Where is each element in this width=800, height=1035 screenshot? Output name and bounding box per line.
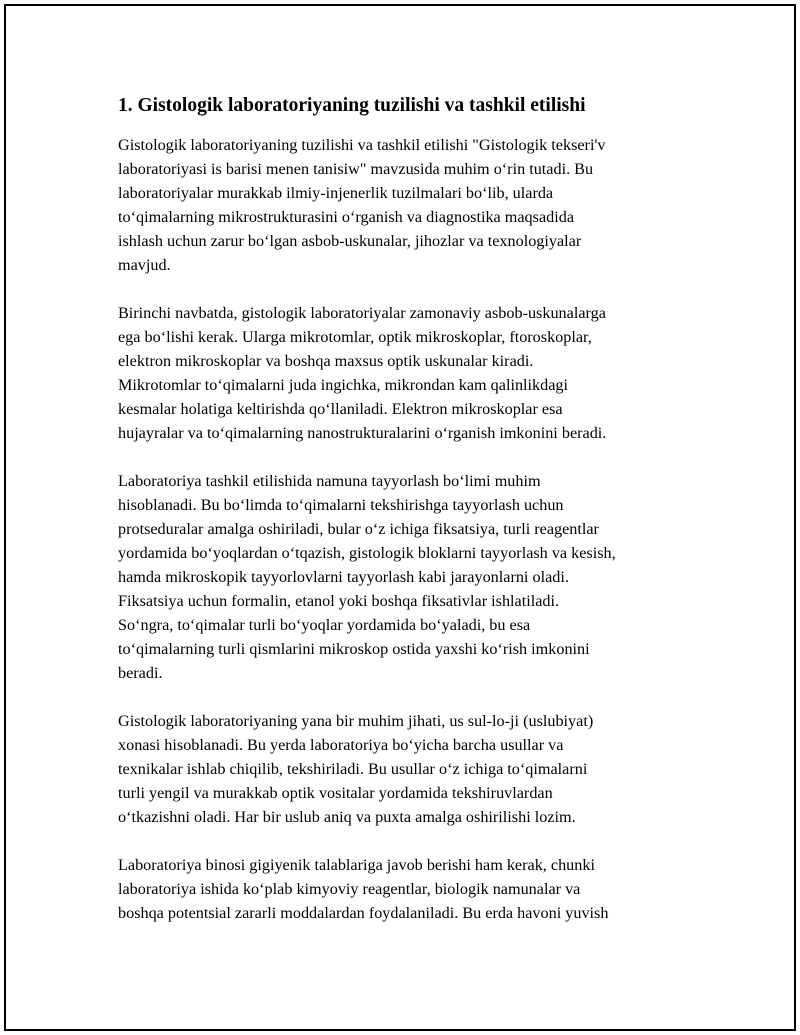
text-line: beradi. — [118, 664, 163, 682]
paragraph — [118, 469, 708, 685]
text-line: laboratoriyalar murakkab ilmiy-injenerlik tuzilmalari bo‘lib, ularda — [118, 184, 554, 202]
text-line: hamda mikroskopik tayyorlovlarni tayyorlash kabi jarayonlarni oladi. — [118, 568, 569, 586]
text-line: ega bo‘lishi kerak. Ularga mikrotomlar, optik mikroskoplar, ftoroskoplar, — [118, 328, 592, 346]
text-line: to‘qimalarning mikrostrukturasini o‘rganish va diagnostika maqsadida — [118, 208, 575, 226]
text-line: mavjud. — [118, 256, 171, 274]
text-line: Birinchi navbatda, gistologik laboratoriyalar zamonaviy asbob-uskunalarga — [118, 304, 606, 322]
text-line: Mikrotomlar to‘qimalarni juda ingichka, mikrondan kam qalinlikdagi — [118, 376, 569, 394]
text-line: texnikalar ishlab chiqilib, tekshiriladi. Bu usullar o‘z ichiga to‘qimalarni — [118, 760, 588, 778]
text-line: Fiksatsiya uchun formalin, etanol yoki boshqa fiksativlar ishlatiladi. — [118, 592, 560, 610]
text-line: elektron mikroskoplar va boshqa maxsus optik uskunalar kiradi. — [118, 352, 534, 370]
text-line: Gistologik laboratoriyaning tuzilishi va tashkil etilishi "Gistologik tekseri'v — [118, 136, 606, 154]
paragraph — [118, 301, 708, 445]
text-line: laboratoriyasi is barisi menen tanisiw" mavzusida muhim o‘rin tutadi. Bu — [118, 160, 594, 178]
text-line: Laboratoriya binosi gigiyenik talablariga javob berishi ham kerak, chunki — [118, 856, 595, 874]
text-line: kesmalar holatiga keltirishda qo‘llaniladi. Elektron mikroskoplar esa — [118, 400, 563, 418]
text-line: hisoblanadi. Bu bo‘limda to‘qimalarni tekshirishga tayyorlash uchun — [118, 496, 564, 514]
text-line: protseduralar amalga oshiriladi, bular o‘z ichiga fiksatsiya, turli reagentlar — [118, 520, 599, 538]
text-line: So‘ngra, to‘qimalar turli bo‘yoqlar yordamida bo‘yaladi, bu esa — [118, 616, 531, 634]
text-line: o‘tkazishni oladi. Har bir uslub aniq va puxta amalga oshirilishi lozim. — [118, 808, 576, 826]
paragraph — [118, 853, 708, 925]
document-body — [118, 93, 708, 949]
text-line: to‘qimalarning turli qismlarini mikroskop ostida yaxshi ko‘rish imkonini — [118, 640, 590, 658]
text-line: ishlash uchun zarur bo‘lgan asbob-uskunalar, jihozlar va texnologiyalar — [118, 232, 582, 250]
text-line: hujayralar va to‘qimalarning nanostrukturalarini o‘rganish imkonini beradi. — [118, 424, 607, 442]
text-line: Gistologik laboratoriyaning yana bir muhim jihati, us sul-lo-ji (uslubiyat) — [118, 712, 594, 730]
text-line: xonasi hisoblanadi. Bu yerda laboratoriya bo‘yicha barcha usullar va — [118, 736, 564, 754]
paragraph — [118, 133, 708, 277]
text-line: boshqa potentsial zararli moddalardan foydalaniladi. Bu erda havoni yuvish — [118, 904, 609, 922]
text-line: turli yengil va murakkab optik vositalar yordamida tekshiruvlardan — [118, 784, 553, 802]
section-heading: 1. Gistologik laboratoriyaning tuzilishi va tashkil etilishi — [118, 95, 586, 116]
text-line: laboratoriya ishida ko‘plab kimyoviy reagentlar, biologik namunalar va — [118, 880, 581, 898]
paragraph — [118, 709, 708, 829]
text-line: yordamida bo‘yoqlardan o‘tqazish, gistologik bloklarni tayyorlash va kesish, — [118, 544, 616, 562]
text-line: Laboratoriya tashkil etilishida namuna tayyorlash bo‘limi muhim — [118, 472, 541, 490]
